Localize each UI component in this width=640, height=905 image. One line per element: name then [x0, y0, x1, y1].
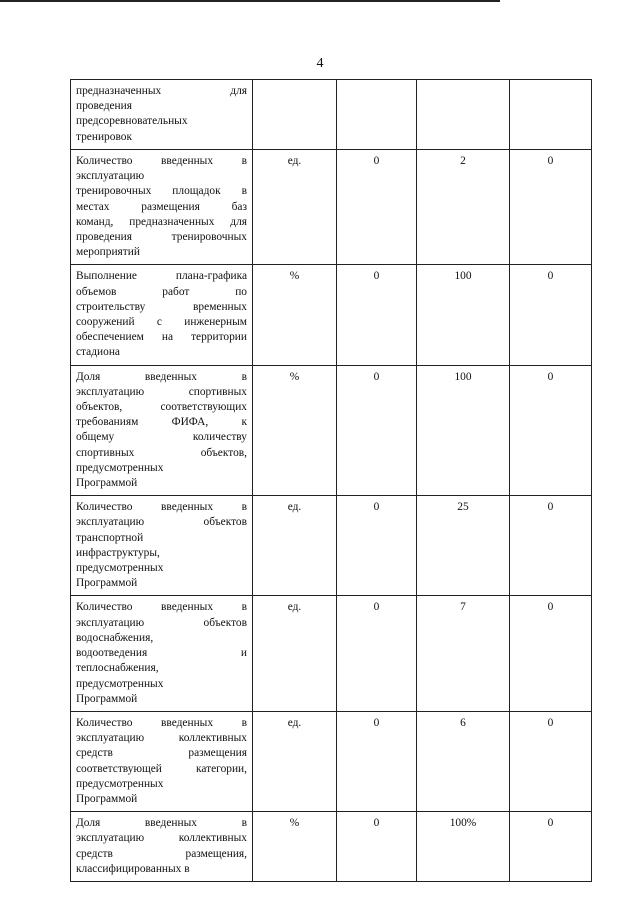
indicator-name-line: эксплуатацию коллективных: [76, 832, 247, 845]
value-cell-1: 0: [337, 596, 417, 711]
table-row: [71, 265, 592, 365]
table-row: [71, 596, 592, 711]
indicator-name-line: Доля введенных в: [76, 817, 247, 830]
indicator-name-line: теплоснабжения,: [76, 662, 159, 675]
value-cell-2: 100: [417, 365, 510, 496]
indicator-name-line: строительству временных: [76, 300, 247, 313]
indicator-name-line: команд, предназначенных для: [76, 215, 247, 228]
indicator-name-line: соответствующей категории,: [76, 762, 247, 775]
indicator-name-line: проведения тренировочных: [76, 231, 247, 244]
value-cell-1: 0: [337, 812, 417, 882]
indicator-name-line: общему количеству: [76, 431, 247, 444]
indicator-name-line: предусмотренных: [76, 562, 164, 575]
table-row: [71, 812, 592, 882]
table-row: [71, 711, 592, 811]
indicator-name-line: предназначенных для: [76, 85, 247, 97]
indicator-name-line: местах размещения баз: [76, 200, 247, 213]
table-row: [71, 80, 592, 150]
indicator-name-line: тренировочных площадок в: [76, 185, 247, 198]
value-cell-2: 7: [417, 596, 510, 711]
indicator-name-line: Выполнение плана-графика: [76, 270, 247, 283]
indicator-name-line: водоснабжения,: [76, 631, 154, 644]
indicator-name-line: объемов работ по: [76, 285, 247, 298]
value-cell-1: 0: [337, 265, 417, 365]
indicator-name-line: проведения: [76, 100, 132, 113]
indicator-name-line: транспортной: [76, 531, 144, 544]
indicator-name-line: водоотведения и: [76, 647, 247, 660]
indicator-name-line: средств размещения,: [76, 847, 247, 860]
unit-cell: ед.: [253, 596, 337, 711]
indicator-name-line: обеспечением на территории: [76, 331, 247, 344]
indicator-name-line: мероприятий: [76, 246, 140, 259]
value-cell-1: 0: [337, 496, 417, 596]
value-cell-1: 0: [337, 150, 417, 265]
indicators-table: [70, 79, 592, 882]
value-cell-3: 0: [510, 365, 592, 496]
value-cell-2: 6: [417, 711, 510, 811]
unit-cell: %: [253, 265, 337, 365]
indicator-name-cell: [71, 80, 253, 150]
indicator-name-line: Количество введенных в: [76, 716, 247, 729]
unit-cell: ед.: [253, 150, 337, 265]
indicator-name-line: стадиона: [76, 346, 120, 359]
indicator-name-line: инфраструктуры,: [76, 546, 160, 559]
indicator-name-line: Программой: [76, 477, 138, 490]
page-number: 4: [316, 56, 324, 71]
indicator-name-cell: [71, 265, 253, 365]
indicator-name-line: предсоревновательных: [76, 115, 188, 128]
indicator-name-line: эксплуатацию объектов: [76, 516, 247, 529]
value-cell-1: [337, 80, 417, 150]
indicator-name-line: объектов, соответствующих: [76, 401, 247, 414]
indicator-name-cell: [71, 150, 253, 265]
indicator-name-line: спортивных объектов,: [76, 446, 247, 459]
indicator-name-line: классифицированных в: [76, 862, 190, 875]
indicator-name-line: Доля введенных в: [76, 370, 247, 383]
indicator-name-line: эксплуатацию коллективных: [76, 732, 247, 745]
indicator-name-line: Количество введенных в: [76, 155, 247, 167]
top-rule: [0, 0, 500, 2]
indicator-name-cell: [71, 496, 253, 596]
value-cell-3: 0: [510, 596, 592, 711]
indicator-name-line: тренировок: [76, 130, 132, 143]
value-cell-1: 0: [337, 711, 417, 811]
unit-cell: ед.: [253, 496, 337, 596]
indicator-name-line: Количество введенных в: [76, 501, 247, 514]
table-row: [71, 150, 592, 265]
indicator-name-cell: [71, 596, 253, 711]
indicator-name-line: средств размещения: [76, 747, 247, 760]
indicator-name-line: эксплуатацию объектов: [76, 616, 247, 629]
indicator-name-line: Программой: [76, 792, 138, 805]
indicator-name-line: Программой: [76, 692, 138, 705]
unit-cell: %: [253, 365, 337, 496]
indicator-name-line: эксплуатацию спортивных: [76, 385, 247, 398]
indicator-name-line: сооружений с инженерным: [76, 316, 247, 329]
unit-cell: %: [253, 812, 337, 882]
indicator-name-cell: [71, 711, 253, 811]
value-cell-2: 100%: [417, 812, 510, 882]
value-cell-2: 100: [417, 265, 510, 365]
indicator-name-cell: [71, 812, 253, 882]
indicator-name-line: предусмотренных: [76, 461, 164, 474]
value-cell-3: 0: [510, 496, 592, 596]
indicator-name-line: Программой: [76, 577, 138, 590]
indicator-name-line: предусмотренных: [76, 677, 164, 690]
indicator-name-line: предусмотренных: [76, 777, 164, 790]
unit-cell: ед.: [253, 711, 337, 811]
value-cell-3: [510, 80, 592, 150]
indicator-name-cell: [71, 365, 253, 496]
value-cell-3: 0: [510, 812, 592, 882]
table-row: [71, 496, 592, 596]
indicator-name-line: требованиям ФИФА, к: [76, 416, 247, 429]
indicator-name-line: Количество введенных в: [76, 601, 247, 614]
value-cell-3: 0: [510, 711, 592, 811]
value-cell-2: 2: [417, 150, 510, 265]
indicator-name-line: эксплуатацию: [76, 170, 145, 183]
unit-cell: [253, 80, 337, 150]
value-cell-2: 25: [417, 496, 510, 596]
value-cell-2: [417, 80, 510, 150]
value-cell-1: 0: [337, 365, 417, 496]
value-cell-3: 0: [510, 150, 592, 265]
table-row: [71, 365, 592, 496]
value-cell-3: 0: [510, 265, 592, 365]
